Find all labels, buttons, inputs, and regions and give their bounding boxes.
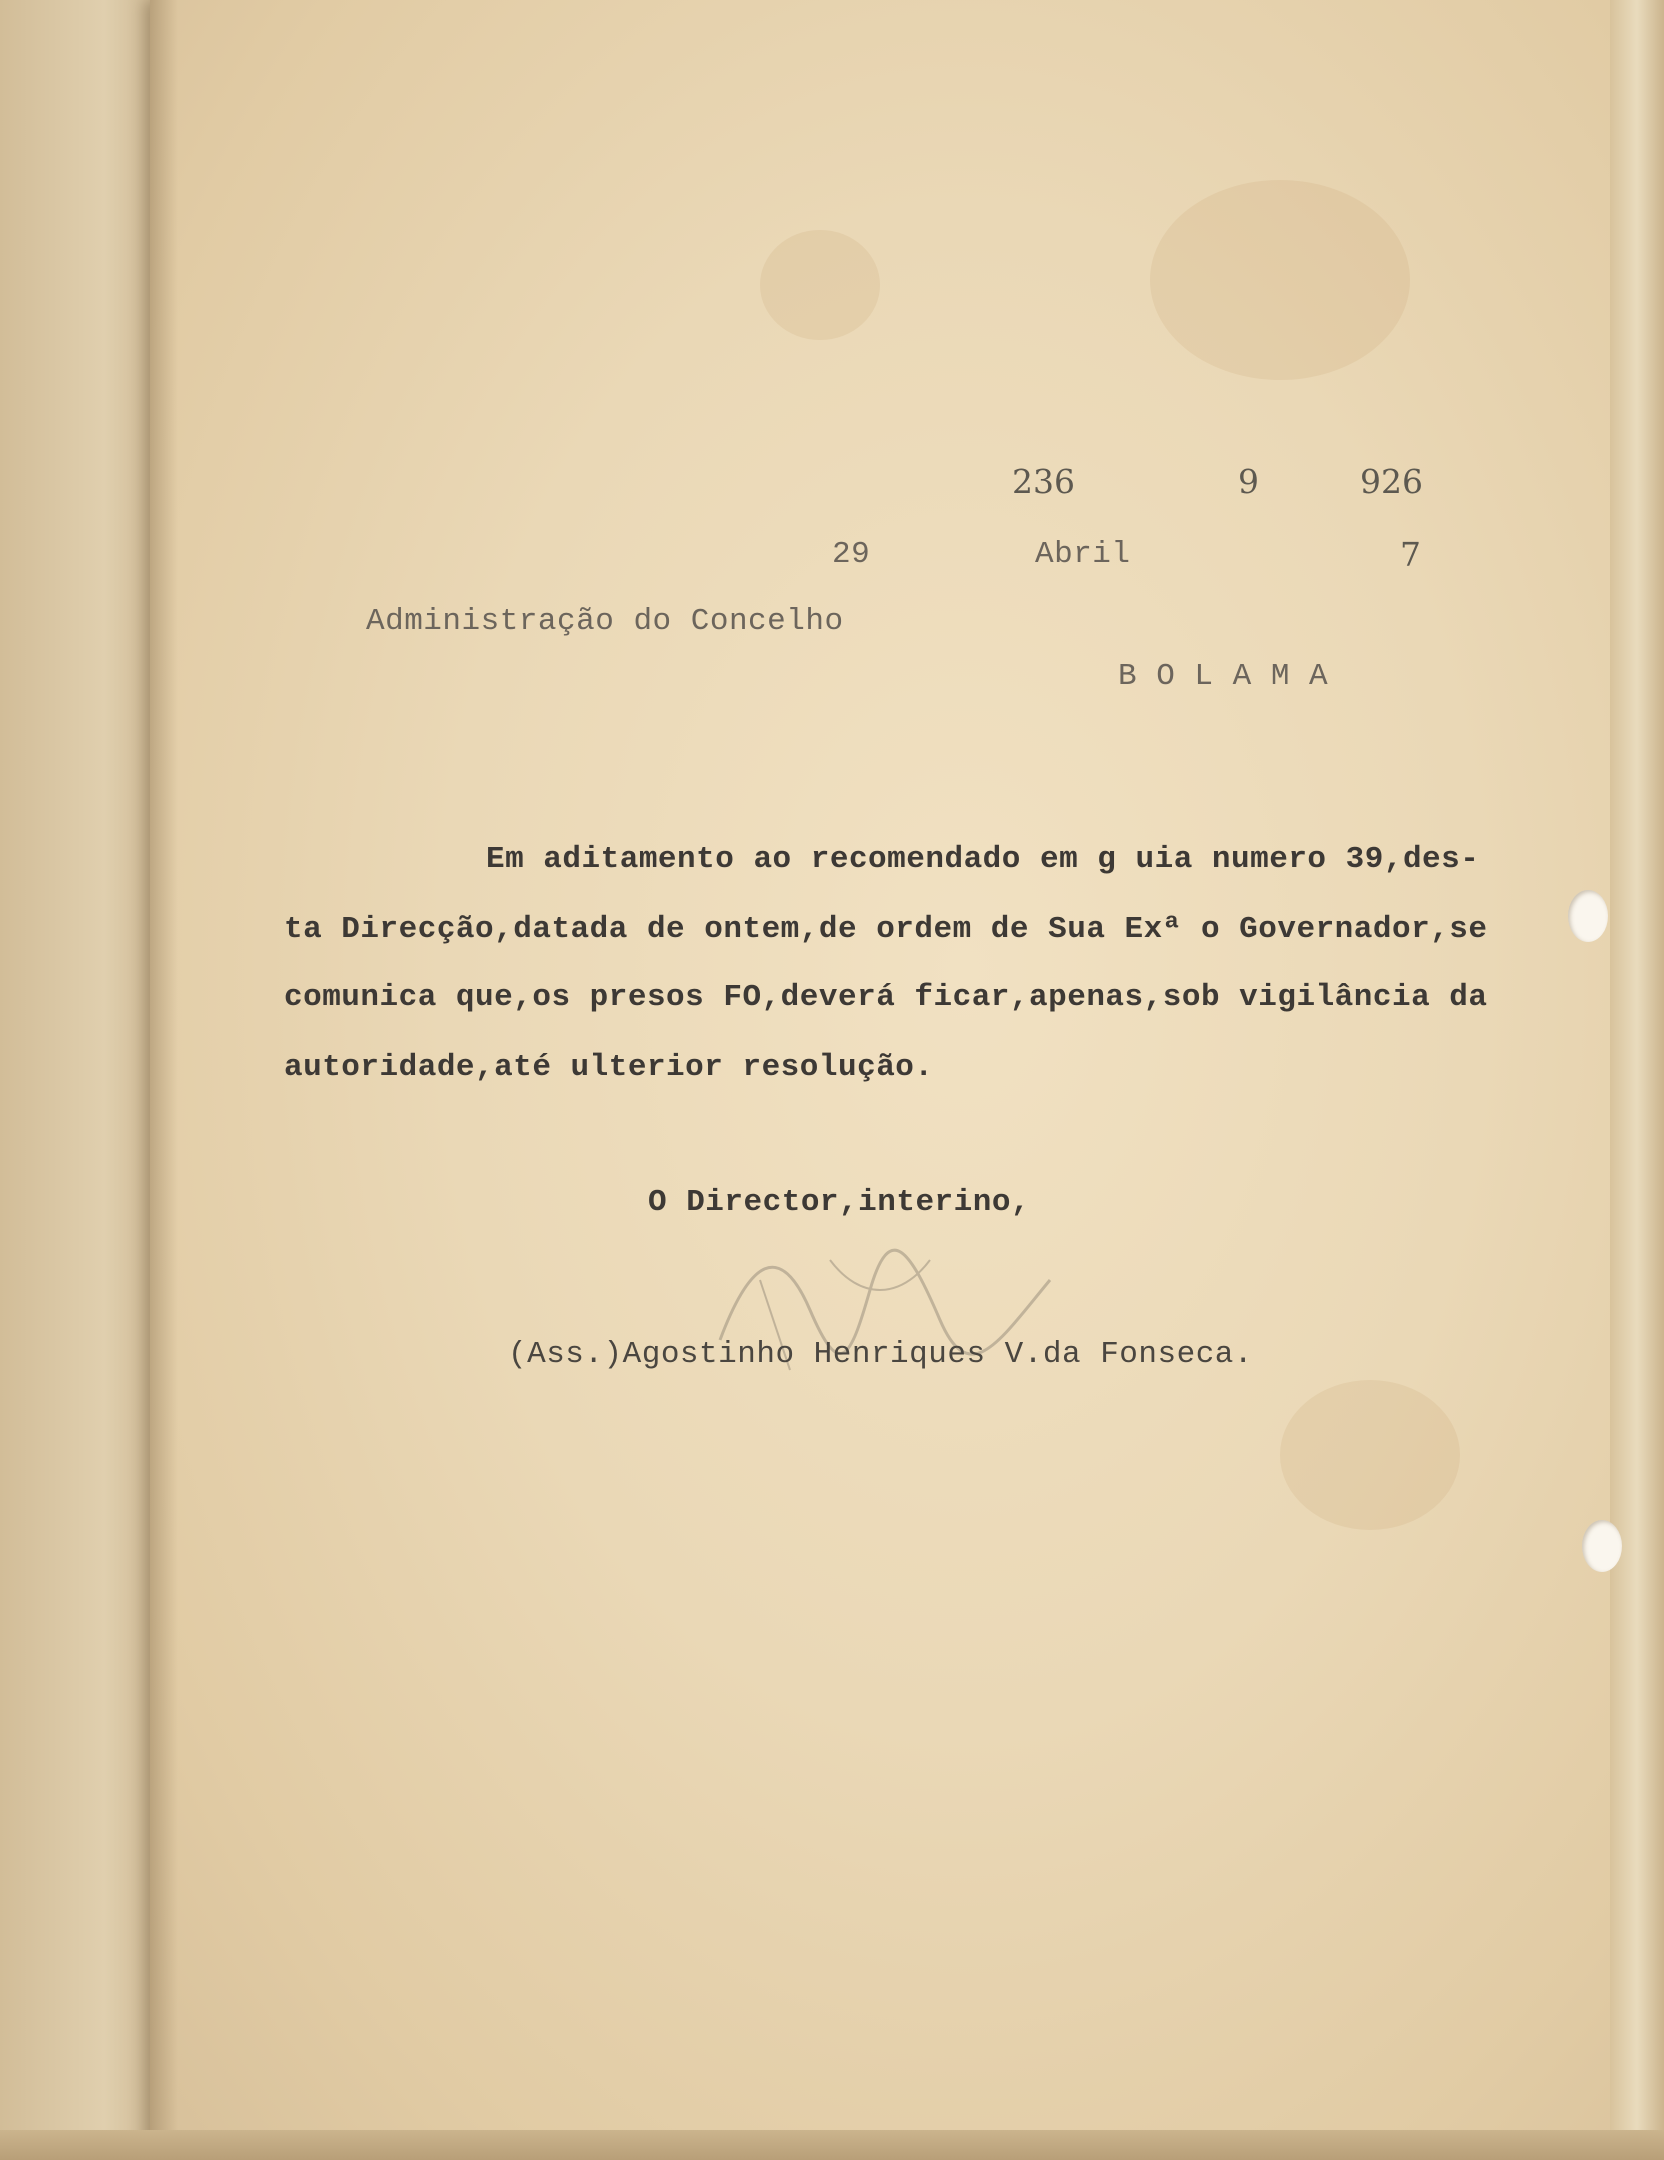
punch-hole xyxy=(1582,1520,1622,1572)
body-line: Em aditamento ao recomendado em g uia numero 39,des- xyxy=(486,842,1480,877)
date-year: 7 xyxy=(1400,535,1421,574)
paper-fold-shadow xyxy=(150,0,178,2160)
reference-year: 926 xyxy=(1360,462,1423,501)
closing-signature: (Ass.)Agostinho Henriques V.da Fonseca. xyxy=(508,1337,1254,1372)
reference-code: 9 xyxy=(1238,462,1259,501)
paper-stain xyxy=(760,230,880,340)
body-line: ta Direcção,datada de ontem,de ordem de Sua Exª o Governador,se xyxy=(284,912,1488,947)
addressee-office: Administração do Concelho xyxy=(366,604,844,639)
paper-stain xyxy=(1280,1380,1460,1530)
punch-hole xyxy=(1568,890,1608,942)
date-month: Abril xyxy=(1035,537,1131,572)
reference-number: 236 xyxy=(1012,462,1075,501)
right-page-edge xyxy=(1610,0,1664,2160)
body-line: comunica que,os presos FO,deverá ficar,apenas,sob vigilância da xyxy=(284,980,1488,1015)
paper-stain xyxy=(1150,180,1410,380)
addressee-place: B O L A M A xyxy=(1118,659,1329,694)
body-line: autoridade,até ulterior resolução. xyxy=(284,1050,934,1085)
date-day: 29 xyxy=(832,537,871,572)
bottom-page-edge xyxy=(0,2130,1664,2160)
closing-title: O Director,interino, xyxy=(648,1185,1031,1220)
